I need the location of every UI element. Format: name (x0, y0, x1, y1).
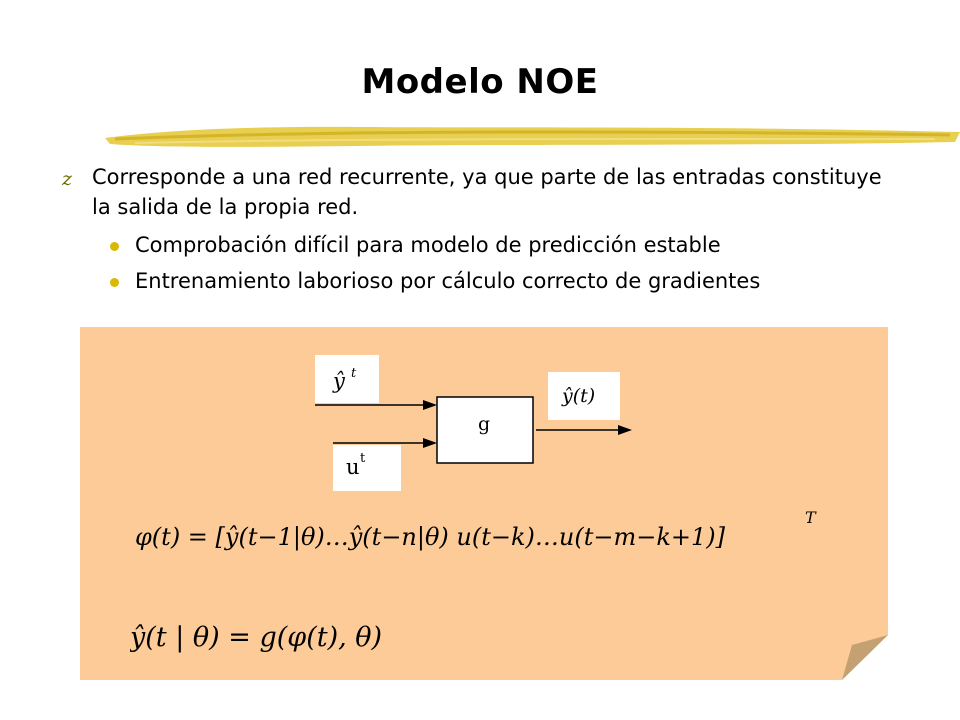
input-u-box (333, 445, 401, 491)
slide-title: Modelo NOE (361, 62, 599, 102)
bullet-dot-icon (110, 278, 119, 287)
regressor-transpose: T (805, 508, 816, 527)
g-block-label: g (478, 413, 491, 435)
prediction-formula-text: ŷ(t | θ) = g(φ(t), θ) (130, 622, 383, 653)
input-u-label: u (346, 455, 360, 479)
bullet-dot-icon (110, 242, 119, 251)
input-yhat-sup: t (351, 366, 357, 381)
block-diagram (300, 350, 640, 495)
regressor-formula-text: φ(t) = [ŷ(t−1|θ)…ŷ(t−n|θ) u(t−k)…u(t−m−k+1)] (135, 523, 725, 551)
output-label: ŷ(t) (562, 385, 596, 407)
sub-bullet-text: Comprobación difícil para modelo de predicción estable (135, 233, 721, 257)
title-underline-brush (105, 122, 960, 152)
main-bullet-text: Corresponde a una red recurrente, ya que parte de las entradas constituye la salida de la propia red. (92, 165, 882, 219)
input-yhat-box (315, 355, 379, 403)
bullet-icon: z (62, 168, 73, 190)
prediction-formula (130, 610, 450, 660)
regressor-formula (135, 505, 835, 565)
input-yhat-label: ŷ (333, 369, 345, 393)
sub-bullet-text: Entrenamiento laborioso por cálculo correcto de gradientes (135, 269, 761, 293)
input-u-sup: t (360, 451, 366, 466)
